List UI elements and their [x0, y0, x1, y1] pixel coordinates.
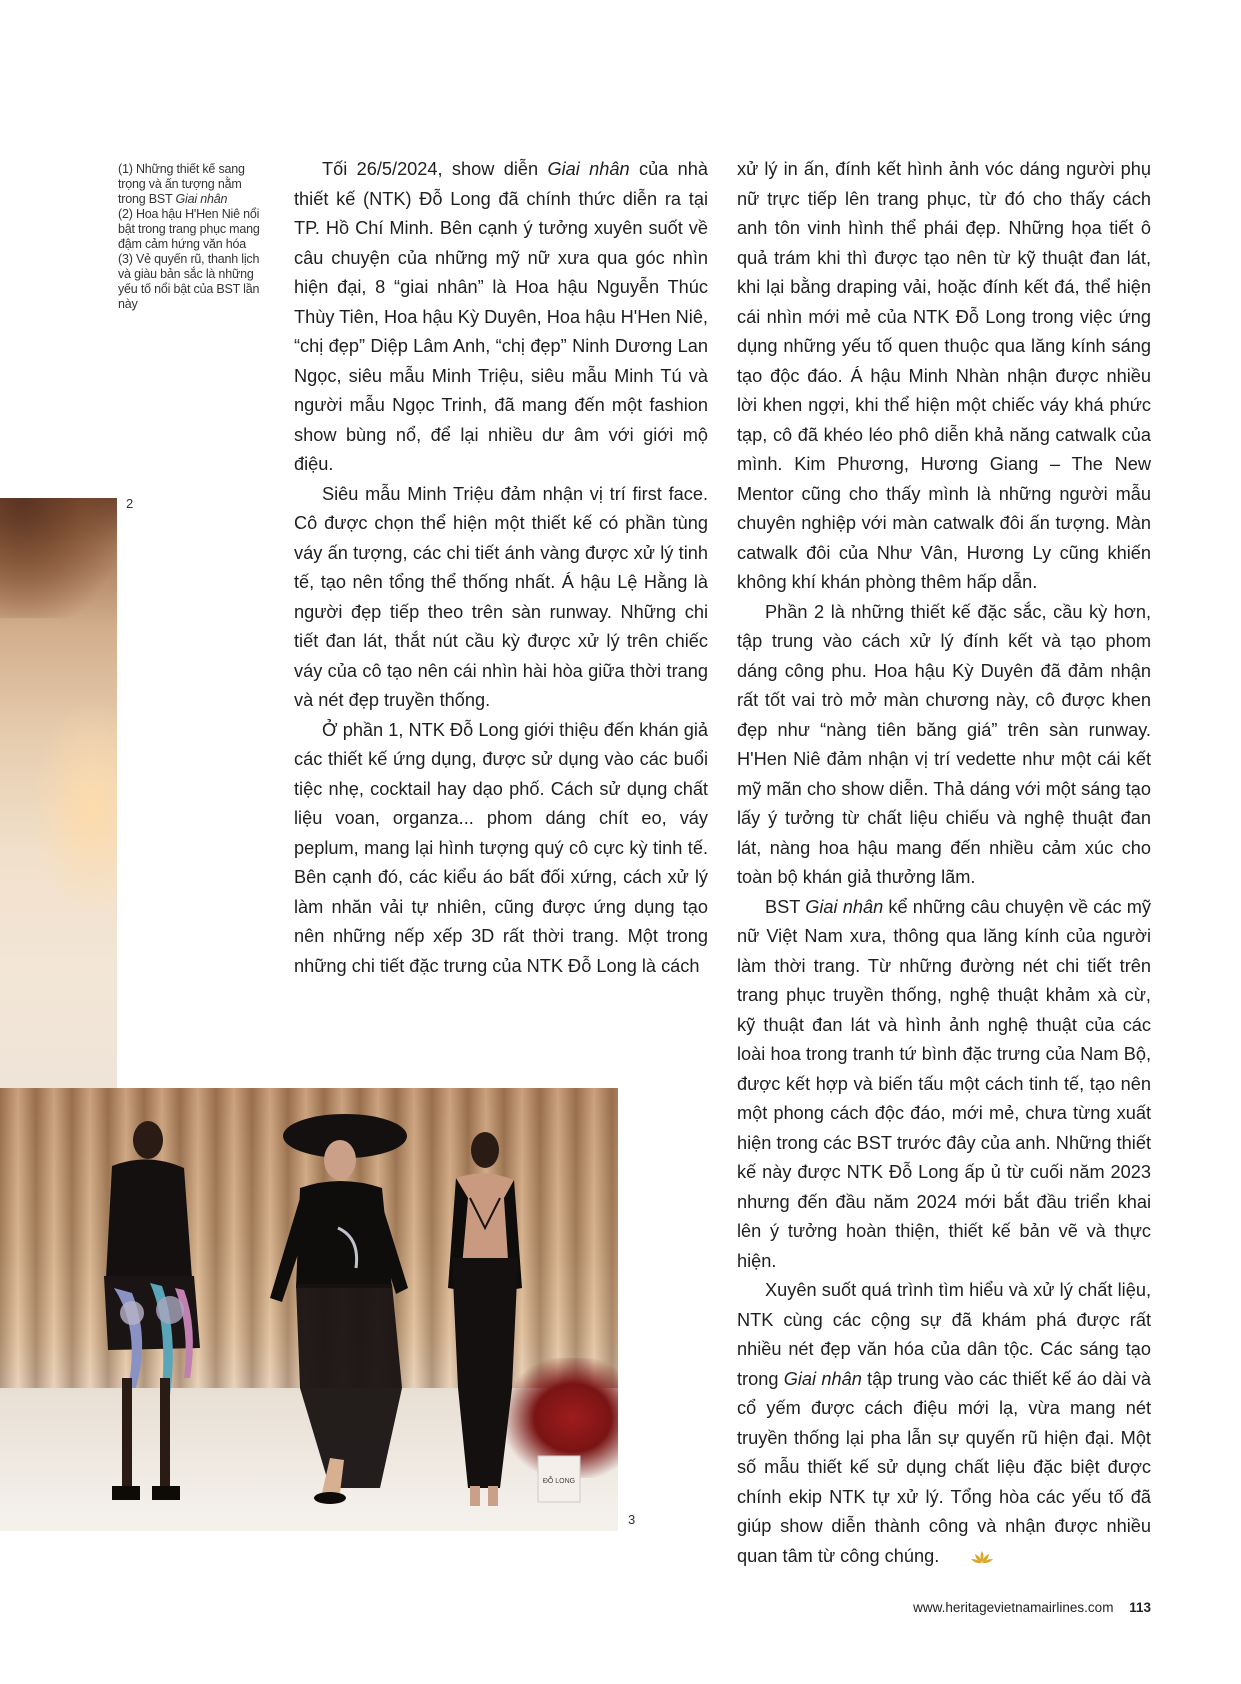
- paragraph-5: BST Giai nhân kể những câu chuyện về các mỹ nữ Việt Nam xưa, thông qua lăng kính của người làm thời trang. Từ những đường nét chi tiết trên trang phục truyền thống, nghệ thuật khảm xà cừ, kỹ thuật đan lát và hình ảnh nghệ thuật của các loài hoa trong tranh tứ bình đặc trưng của Nam Bộ, được kết hợp và biến tấu một cách tinh tế, tạo nên một phong cách độc đáo, mới mẻ, chưa từng xuất hiện trong các BST trước đây của anh. Những thiết kế này được NTK Đỗ Long ấp ủ từ cuối năm 2023 nhưng đến đầu năm 2024 mới bắt đầu triển khai lên ý tưởng hoàn thiện, thiết kế bản vẽ và thực hiện.: [737, 896, 1151, 1271]
- runway-photo-3: [0, 1088, 618, 1531]
- curtain-shade: [0, 498, 117, 618]
- photo-caption: [118, 162, 263, 312]
- article-column-2: [737, 155, 1151, 1573]
- bag-brand-label: ĐỖ LONG: [542, 1478, 576, 1485]
- caption-item-1: (1) Những thiết kế sang trọng và ấn tượng nằm trong BST Giai nhân: [118, 162, 245, 206]
- article-column-1: [294, 155, 708, 981]
- paragraph-2: Siêu mẫu Minh Triệu đảm nhận vị trí first face. Cô được chọn thể hiện một thiết kế có phần tùng váy ấn tượng, các chi tiết ánh vàng được xử lý tinh tế, tạo nên tổng thể thống nhất. Á hậu Lệ Hằng là người đẹp tiếp theo trên sàn runway. Những chi tiết đan lát, thắt nút cầu kỳ được xử lý trên chiếc váy của cô tạo nên cái nhìn hài hòa giữa thời trang và nét đẹp truyền thống.: [294, 483, 708, 710]
- model-right: [448, 1132, 522, 1506]
- model-left: [104, 1121, 200, 1500]
- runway-photo-2: [0, 498, 117, 1088]
- website-url: www.heritagevietnamairlines.com: [913, 1600, 1114, 1615]
- models-illustration: [0, 1088, 618, 1531]
- page-footer: [913, 1600, 1151, 1615]
- caption-item-3: (3) Vẻ quyến rũ, thanh lịch và giàu bản sắc là những yếu tố nổi bật của BST lần này: [118, 252, 260, 311]
- paragraph-3: Ở phần 1, NTK Đỗ Long giới thiệu đến khán giả các thiết kế ứng dụng, được sử dụng vào các buổi tiệc nhẹ, cocktail hay dạo phố. Cách sử dụng chất liệu voan, organza... phom dáng chít eo, váy peplum, mang lại hình tượng quý cô cực kỳ tinh tế. Bên cạnh đó, các kiểu áo bất đối xứng, cách xử lý làm nhăn vải tự nhiên, cũng được ứng dụng tạo nên những nếp xếp 3D rất thời trang. Một trong những chi tiết đặc trưng của NTK Đỗ Long là cách: [294, 719, 708, 976]
- page-number: 113: [1129, 1600, 1151, 1615]
- caption-item-2: (2) Hoa hậu H'Hen Niê nổi bật trong trang phục mang đậm cảm hứng văn hóa: [118, 207, 260, 251]
- paragraph-4: Phần 2 là những thiết kế đặc sắc, cầu kỳ hơn, tập trung vào cách xử lý đính kết và tạo phom dáng công phu. Hoa hậu Kỳ Duyên đã đảm nhận rất tốt vai trò mở màn chương này, cô được khen đẹp như “nàng tiên băng giá” trên sàn runway. H'Hen Niê đảm nhận vị trí vedette như một cái kết mỹ mãn cho show diễn. Thả dáng với một sáng tạo lấy ý tưởng từ chất liệu chiếu và nghệ thuật đan lát, nàng hoa hậu mang đến nhiều cảm xúc cho toàn bộ khán giả thưởng lãm.: [737, 601, 1151, 887]
- photo-number-2: 2: [126, 496, 134, 511]
- model-center: [270, 1114, 408, 1504]
- paragraph-3-continued: xử lý in ấn, đính kết hình ảnh vóc dáng người phụ nữ trực tiếp lên trang phục, từ đó cho thấy cách anh tôn vinh hình thể phái đẹp. Những họa tiết ô quả trám khi thì được tạo nên từ kỹ thuật đan lát, khi lại bằng draping vải, hoặc đính kết đá, thể hiện cái nhìn mới mẻ của NTK Đỗ Long trong việc ứng dụng những yếu tố quen thuộc qua lăng kính sáng tạo độc đáo. Á hậu Minh Nhàn nhận được nhiều lời khen ngợi, khi thể hiện một chiếc váy khá phức tạp, cô đã khéo léo phô diễn khả năng catwalk của mình. Kim Phương, Hương Giang – The New Mentor cũng cho thấy mình là những người mẫu chuyên nghiệp với màn catwalk đôi ấn tượng. Màn catwalk đôi của Như Vân, Hương Ly cũng khiến không khí khán phòng thêm hấp dẫn.: [737, 159, 1151, 592]
- paragraph-6: Xuyên suốt quá trình tìm hiểu và xử lý chất liệu, NTK cùng các cộng sự đã khám phá được rất nhiều nét đẹp văn hóa của dân tộc. Các sáng tạo trong Giai nhân tập trung vào các thiết kế áo dài và cổ yếm được cách điệu mới lạ, vừa mang nét truyền thống lại pha lẫn sự quyến rũ hiện đại. Một số mẫu thiết kế sử dụng chất liệu đặc biệt được chính ekip NTK tự xử lý. Tổng hòa các yếu tố đã giúp show diễn thành công và nhận được nhiều quan tâm từ công chúng.: [737, 1276, 1151, 1573]
- photo-number-3: 3: [628, 1512, 636, 1527]
- paragraph-1: Tối 26/5/2024, show diễn Giai nhân của nhà thiết kế (NTK) Đỗ Long đã chính thức diễn ra tại TP. Hồ Chí Minh. Bên cạnh ý tưởng xuyên suốt về câu chuyện của những mỹ nữ xưa qua góc nhìn hiện đại, 8 “giai nhân” là Hoa hậu Nguyễn Thúc Thùy Tiên, Hoa hậu Kỳ Duyên, Hoa hậu H'Hen Niê, “chị đẹp” Diệp Lâm Anh, “chị đẹp” Ninh Dương Lan Ngọc, siêu mẫu Minh Triệu, siêu mẫu Minh Tú và người mẫu Ngọc Trinh, đã mang đến một fashion show bùng nổ, để lại nhiều dư âm với giới mộ điệu.: [294, 159, 708, 474]
- stage-light: [30, 698, 117, 918]
- lotus-end-icon: [943, 1544, 993, 1574]
- shopping-bag: [538, 1456, 580, 1502]
